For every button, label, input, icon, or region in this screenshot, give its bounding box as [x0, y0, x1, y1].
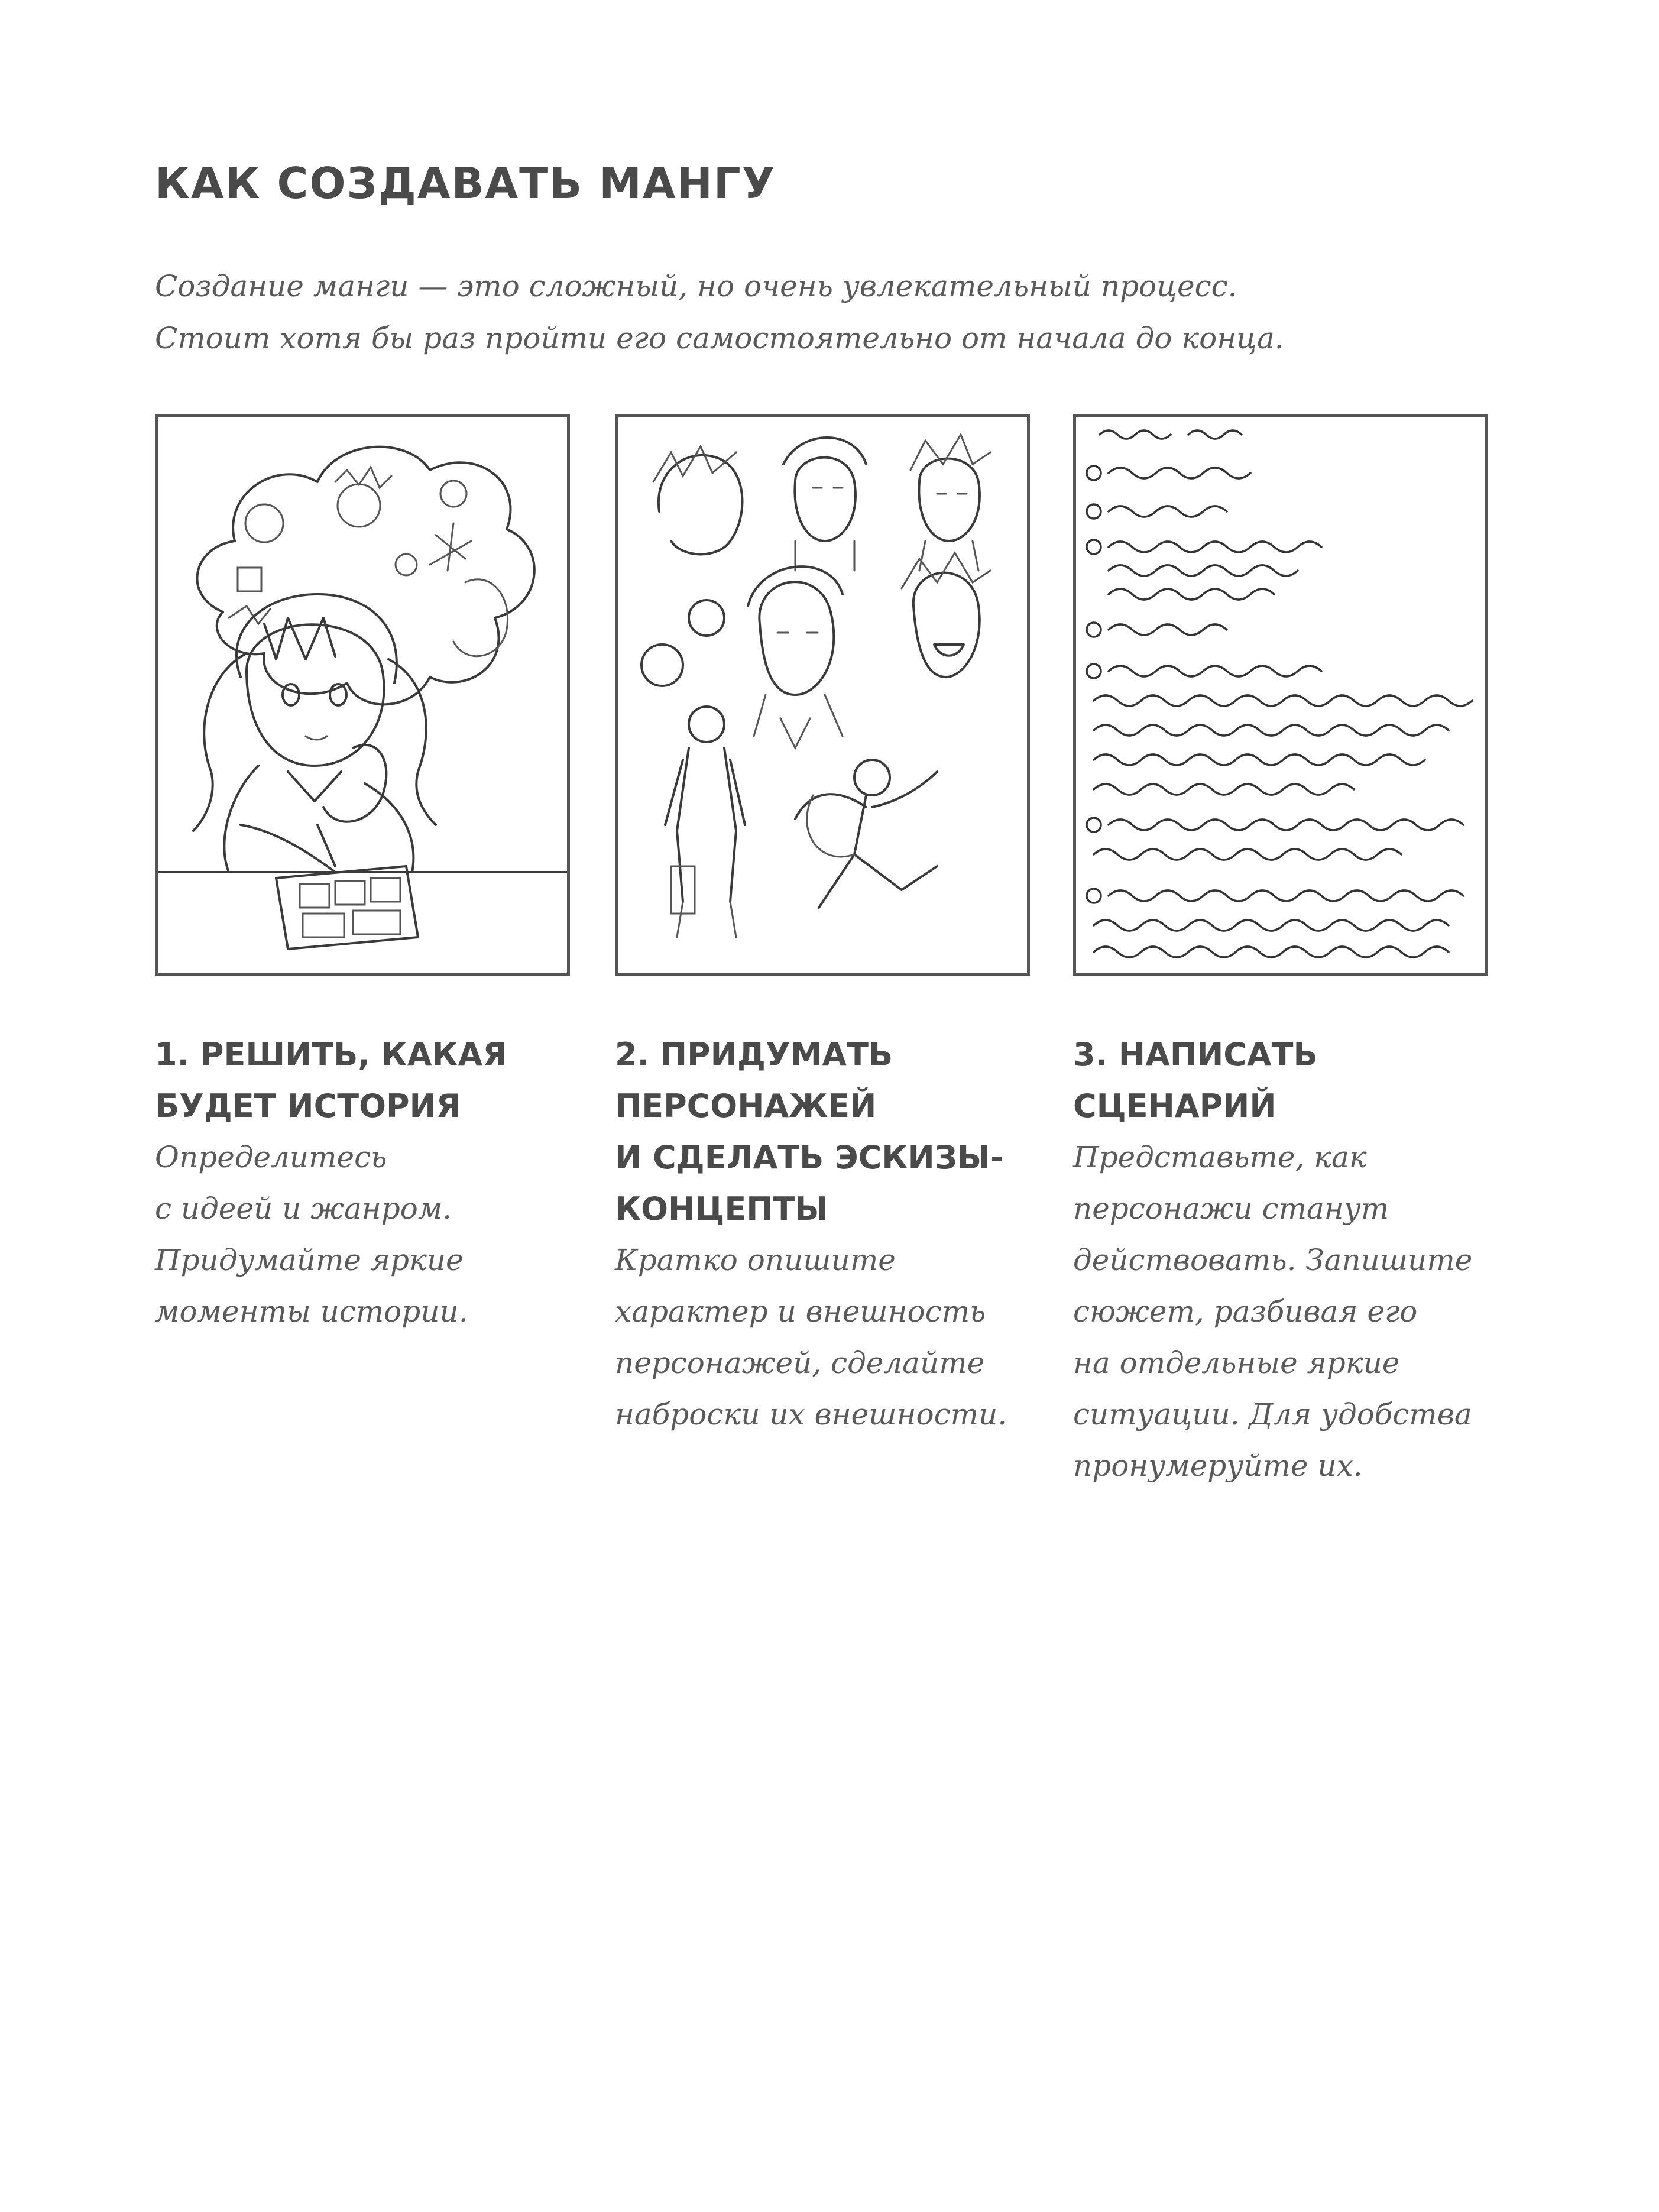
handwritten-script-illustration — [1073, 414, 1488, 976]
character-sketches-illustration — [615, 414, 1030, 976]
step-3-text: Представьте, как персонажи станут действовать. Запишите сюжет, разбивая его на отдельные яркие ситуации. Для удобства пронумеруйте их. — [1073, 1140, 1473, 1483]
step-1 — [155, 1029, 569, 1337]
step-1-title: 1. РЕШИТЬ, КАКАЯ БУДЕТ ИСТОРИЯ — [155, 1036, 508, 1125]
step-1-text: Определитесь с идеей и жанром. Придумайте яркие моменты истории. — [155, 1140, 468, 1329]
step-2-title: 2. ПРИДУМАТЬ ПЕРСОНАЖЕЙ И СДЕЛАТЬ ЭСКИЗЫ- КОНЦЕПТЫ — [615, 1036, 1004, 1228]
step-3-title: 3. НАПИСАТЬ СЦЕНАРИЙ — [1073, 1036, 1318, 1125]
intro-text — [155, 260, 1515, 364]
step-2 — [615, 1029, 1029, 1440]
step-3 — [1073, 1029, 1487, 1492]
step-2-text: Кратко опишите характер и внешность персонажей, сделайте наброски их внешности. — [615, 1243, 1007, 1432]
page-title: КАК СОЗДАВАТЬ МАНГУ — [155, 158, 776, 208]
intro-line: Стоит хотя бы раз пройти его самостоятельно от начала до конца. — [155, 321, 1284, 355]
girl-dreaming-illustration — [155, 414, 570, 976]
intro-line: Создание манги — это сложный, но очень увлекательный процесс. — [155, 269, 1237, 303]
